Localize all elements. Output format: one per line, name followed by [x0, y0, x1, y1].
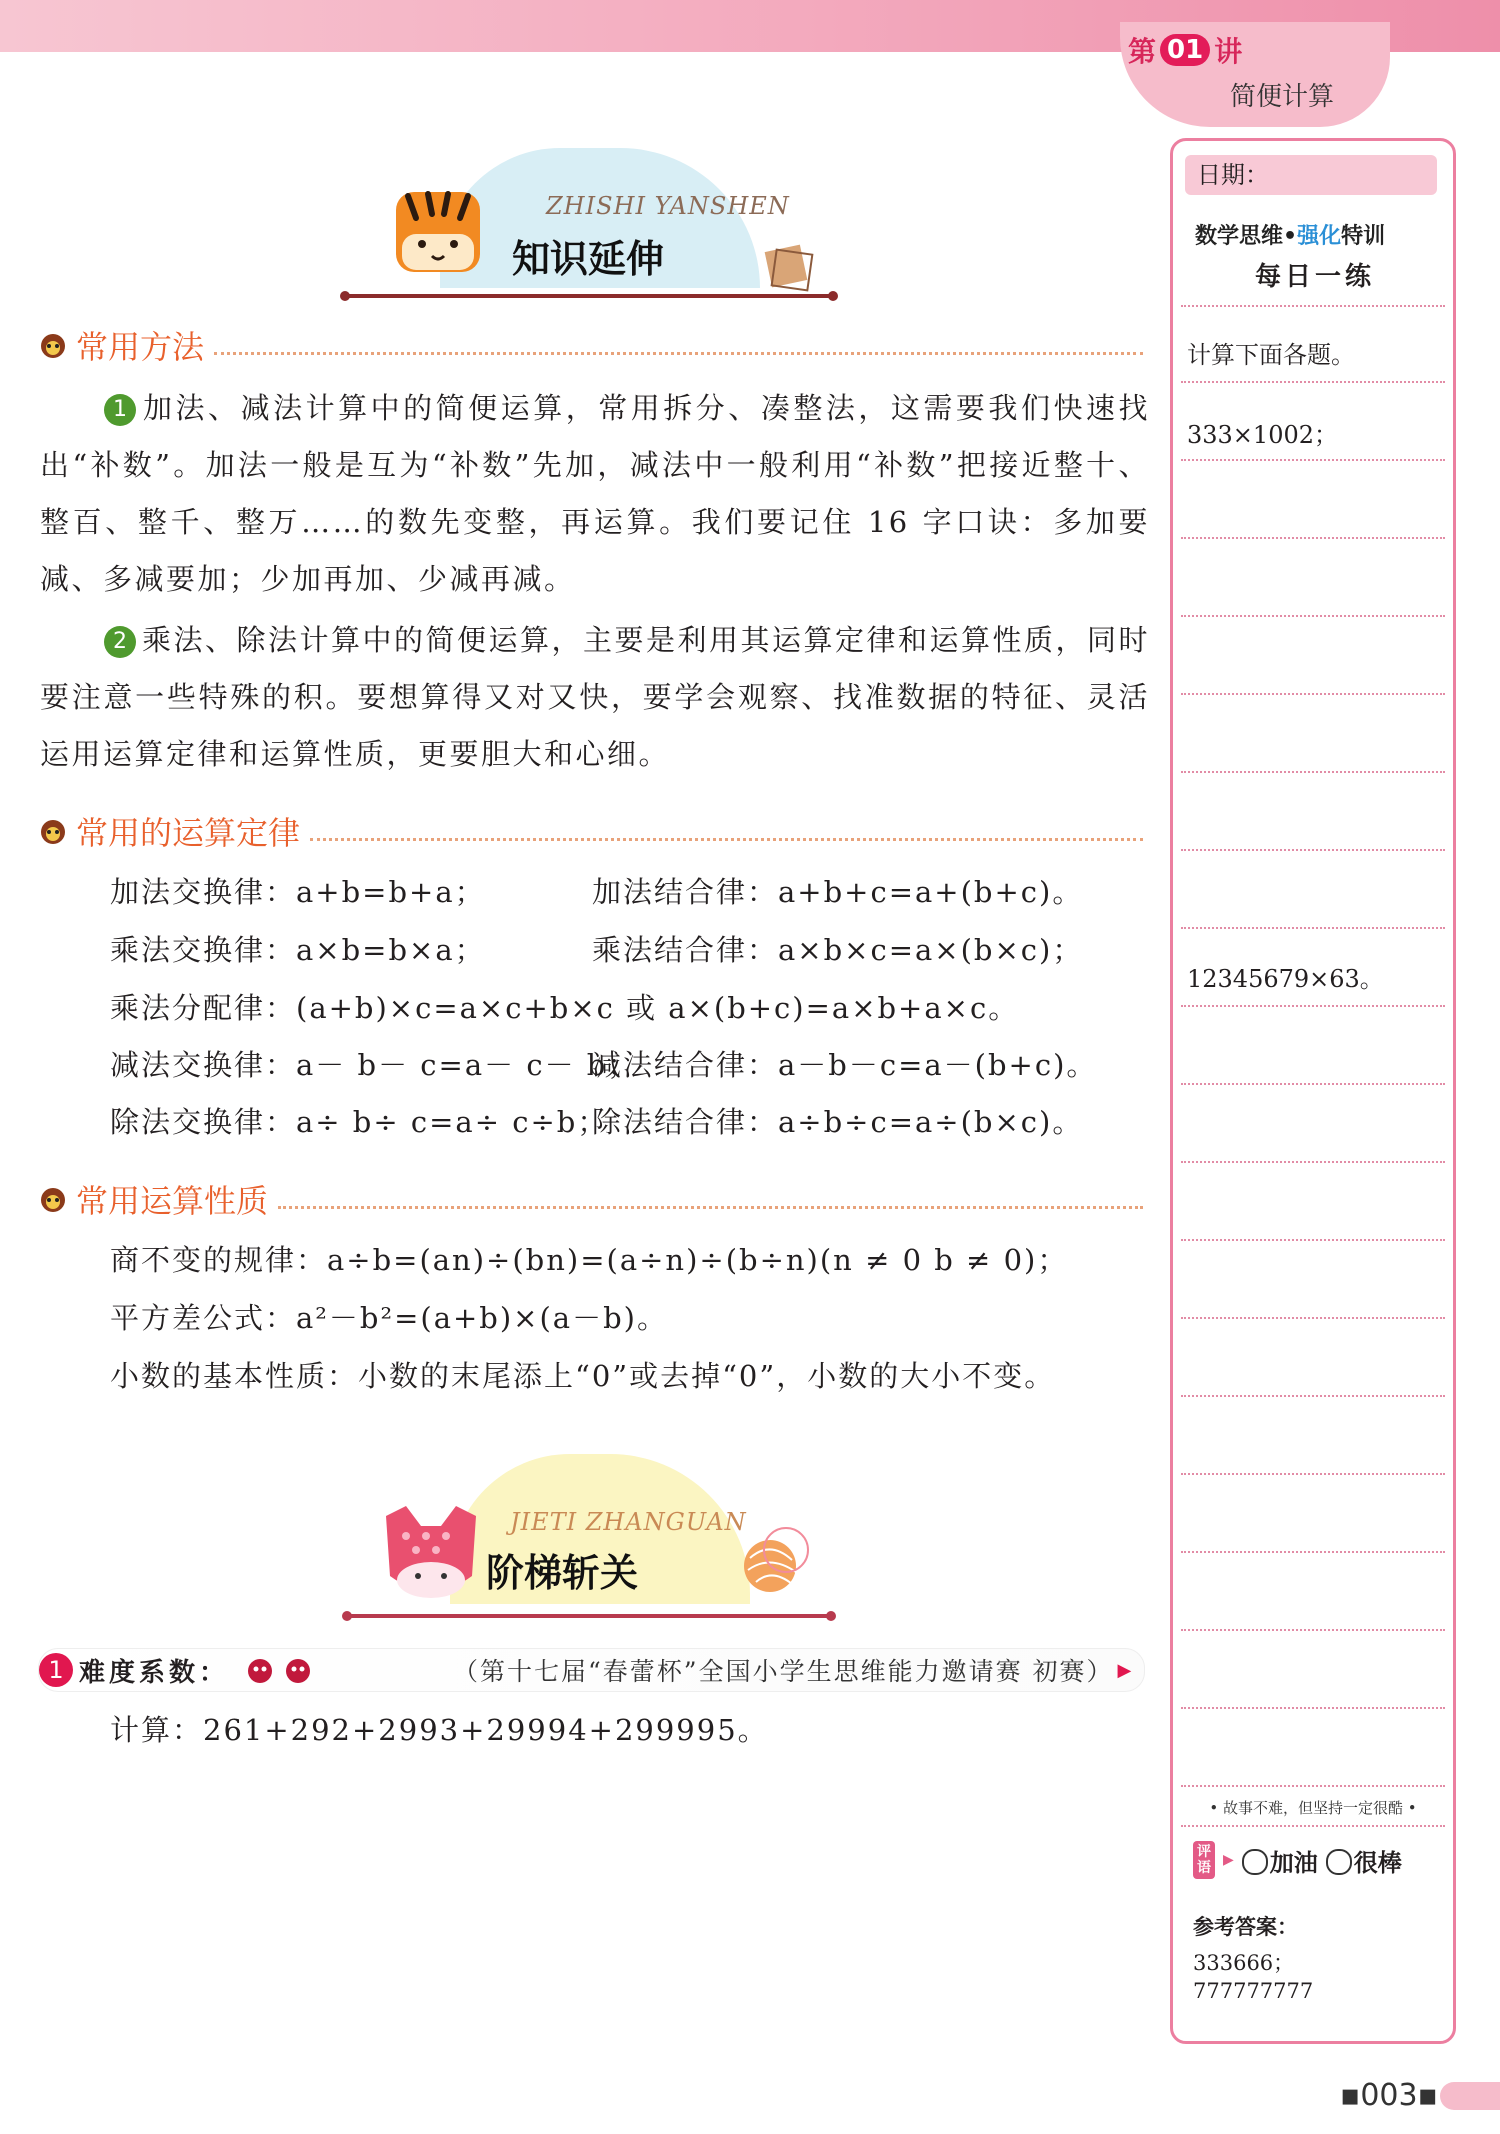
answer-2: 777777777 — [1193, 1979, 1314, 2003]
beetle-icon — [38, 1184, 68, 1214]
law-div-commutative: 除法交换律：a÷ b÷ c=a÷ c÷b； — [110, 1105, 609, 1139]
answer-label: 参考答案： — [1193, 1915, 1298, 1939]
method-text-2: 乘法、除法计算中的简便运算，主要是利用其运算定律和运算性质，同时要注意一些特殊的积。要想算得又对又快，要学会观察、找准数据的特征、灵活运用运算定律和运算性质，更要胆大和心细。 — [40, 623, 1151, 771]
law-mul-distributive: 乘法分配律：(a+b)×c=a×c+b×c 或 a×(b+c)=a×b+a×c。 — [110, 991, 1020, 1025]
question-number: 1 — [39, 1653, 73, 1687]
banner-knowledge — [340, 140, 840, 300]
arrow-right-icon: ▶ — [1223, 1852, 1234, 1868]
comment-badge: 评语 — [1193, 1841, 1215, 1879]
banner-pinyin: JIETI ZHANGUAN — [510, 1508, 747, 1536]
beetle-icon — [38, 816, 68, 846]
law-add-associative: 加法结合律：a+b+c=a+(b+c)。 — [592, 875, 1084, 909]
law-sub-commutative: 减法交换律：a－ b－ c=a－ c－ b； — [110, 1048, 639, 1082]
beetle-icon — [283, 1655, 313, 1685]
line-rule — [1181, 693, 1445, 695]
property-quotient: 商不变的规律：a÷b=(an)÷(bn)=(a÷n)÷(b÷n)(n ≠ 0 b ≠ 0)； — [110, 1243, 1069, 1277]
law-div-associative: 除法结合律：a÷b÷c=a÷(b×c)。 — [592, 1105, 1084, 1139]
number-badge: 1 — [104, 394, 136, 426]
section-methods-title: 常用方法 — [76, 328, 205, 366]
practice-question-1: 333×1002； — [1187, 421, 1338, 449]
section-divider — [214, 336, 1143, 355]
question-header — [38, 1648, 1145, 1692]
law-sub-associative: 减法结合律：a－b－c=a－(b+c)。 — [592, 1048, 1098, 1082]
radio-circle-icon — [1242, 1849, 1268, 1875]
section-methods — [38, 322, 1143, 368]
practice-question-2: 12345679×63。 — [1187, 965, 1384, 993]
book-icon — [758, 236, 818, 296]
lecture-prefix: 第 — [1128, 35, 1157, 68]
motto: • 故事不难，但坚持一定很酷 • — [1209, 1799, 1417, 1817]
method-text-1: 加法、减法计算中的简便运算，常用拆分、凑整法，这需要我们快速找出“补数”。加法一般是互为“补数”先加，减法中一般利用“补数”把接近整十、整百、整千、整万……的数先变整，再运算。我们要记住 16 字口诀：多加要减、多减要加；少加再加、少减再减。 — [40, 391, 1150, 596]
section-properties — [38, 1176, 1143, 1222]
beetle-icon — [245, 1655, 275, 1685]
beetle-icon — [38, 330, 68, 360]
arrow-right-icon: ▶ — [1117, 1659, 1132, 1681]
line-rule — [1181, 1005, 1445, 1007]
brand-part-a: 数学思维• — [1195, 224, 1298, 249]
method-paragraph-1 — [40, 380, 1150, 608]
rating-row — [1193, 1841, 1402, 1879]
law-mul-associative: 乘法结合律：a×b×c=a×(b×c)； — [592, 933, 1084, 967]
section-divider — [278, 1190, 1143, 1209]
line-rule — [1181, 1825, 1445, 1827]
instruction-text: 计算下面各题。 — [1187, 341, 1355, 369]
question-source: （第十七届“春蕾杯”全国小学生思维能力邀请赛 初赛） — [453, 1657, 1114, 1686]
radio-circle-icon — [1326, 1849, 1352, 1875]
banner-underline — [344, 294, 834, 298]
banner-challenge — [340, 1448, 840, 1620]
tiger-icon — [388, 182, 488, 282]
difficulty-label: 难度系数： — [79, 1657, 230, 1688]
banner-title: 知识延伸 — [512, 237, 665, 281]
date-label: 日期： — [1185, 155, 1437, 195]
fox-icon — [376, 1496, 486, 1606]
line-rule — [1181, 615, 1445, 617]
line-rule — [1181, 1083, 1445, 1085]
line-rule — [1181, 849, 1445, 851]
lecture-title: 简便计算 — [1230, 82, 1335, 112]
line-rule — [1181, 1473, 1445, 1475]
banner-pinyin: ZHISHI YANSHEN — [546, 192, 790, 220]
daily-practice-panel — [1170, 138, 1456, 2044]
line-rule — [1181, 771, 1445, 773]
property-square-difference: 平方差公式：a²－b²=(a+b)×(a－b)。 — [110, 1301, 668, 1335]
section-properties-title: 常用运算性质 — [76, 1182, 269, 1220]
question-text: 计算：261+292+2993+29994+299995。 — [110, 1713, 769, 1747]
answer-1: 333666； — [1193, 1951, 1295, 1975]
rating-option-cheer[interactable]: 加油 — [1242, 1843, 1318, 1878]
banner-title: 阶梯斩关 — [486, 1551, 639, 1595]
section-laws — [38, 808, 1143, 854]
line-rule — [1181, 1161, 1445, 1163]
line-rule — [1181, 1395, 1445, 1397]
line-rule — [1181, 1239, 1445, 1241]
yarn-ball-icon — [736, 1520, 816, 1600]
line-rule — [1181, 1551, 1445, 1553]
law-mul-commutative: 乘法交换律：a×b=b×a； — [110, 933, 486, 967]
line-rule — [1181, 459, 1445, 461]
brand-part-b: 强化 — [1297, 224, 1342, 249]
banner-underline — [346, 1614, 832, 1618]
line-rule — [1181, 1317, 1445, 1319]
law-add-commutative: 加法交换律：a+b=b+a； — [110, 875, 486, 909]
line-rule — [1181, 537, 1445, 539]
page-tab — [1440, 2082, 1500, 2110]
line-rule — [1181, 381, 1445, 383]
line-rule — [1181, 305, 1445, 307]
section-laws-title: 常用的运算定律 — [76, 814, 301, 852]
daily-practice-title: 每日一练 — [1254, 262, 1375, 292]
line-rule — [1181, 1629, 1445, 1631]
page-number: ▪003▪ — [1340, 2078, 1438, 2113]
brand-label — [1195, 219, 1385, 250]
section-divider — [310, 822, 1143, 841]
difficulty-rating — [245, 1655, 313, 1685]
lecture-label — [1128, 30, 1242, 70]
line-rule — [1181, 1707, 1445, 1709]
property-decimal: 小数的基本性质：小数的末尾添上“0”或去掉“0”，小数的大小不变。 — [110, 1359, 1056, 1393]
line-rule — [1181, 927, 1445, 929]
number-badge: 2 — [104, 626, 136, 658]
method-paragraph-2 — [40, 612, 1150, 783]
lecture-suffix: 讲 — [1214, 35, 1243, 68]
rating-option-great[interactable]: 很棒 — [1326, 1843, 1402, 1878]
line-rule — [1181, 1785, 1445, 1787]
lecture-number: 01 — [1160, 34, 1210, 66]
brand-part-c: 特训 — [1341, 224, 1386, 249]
